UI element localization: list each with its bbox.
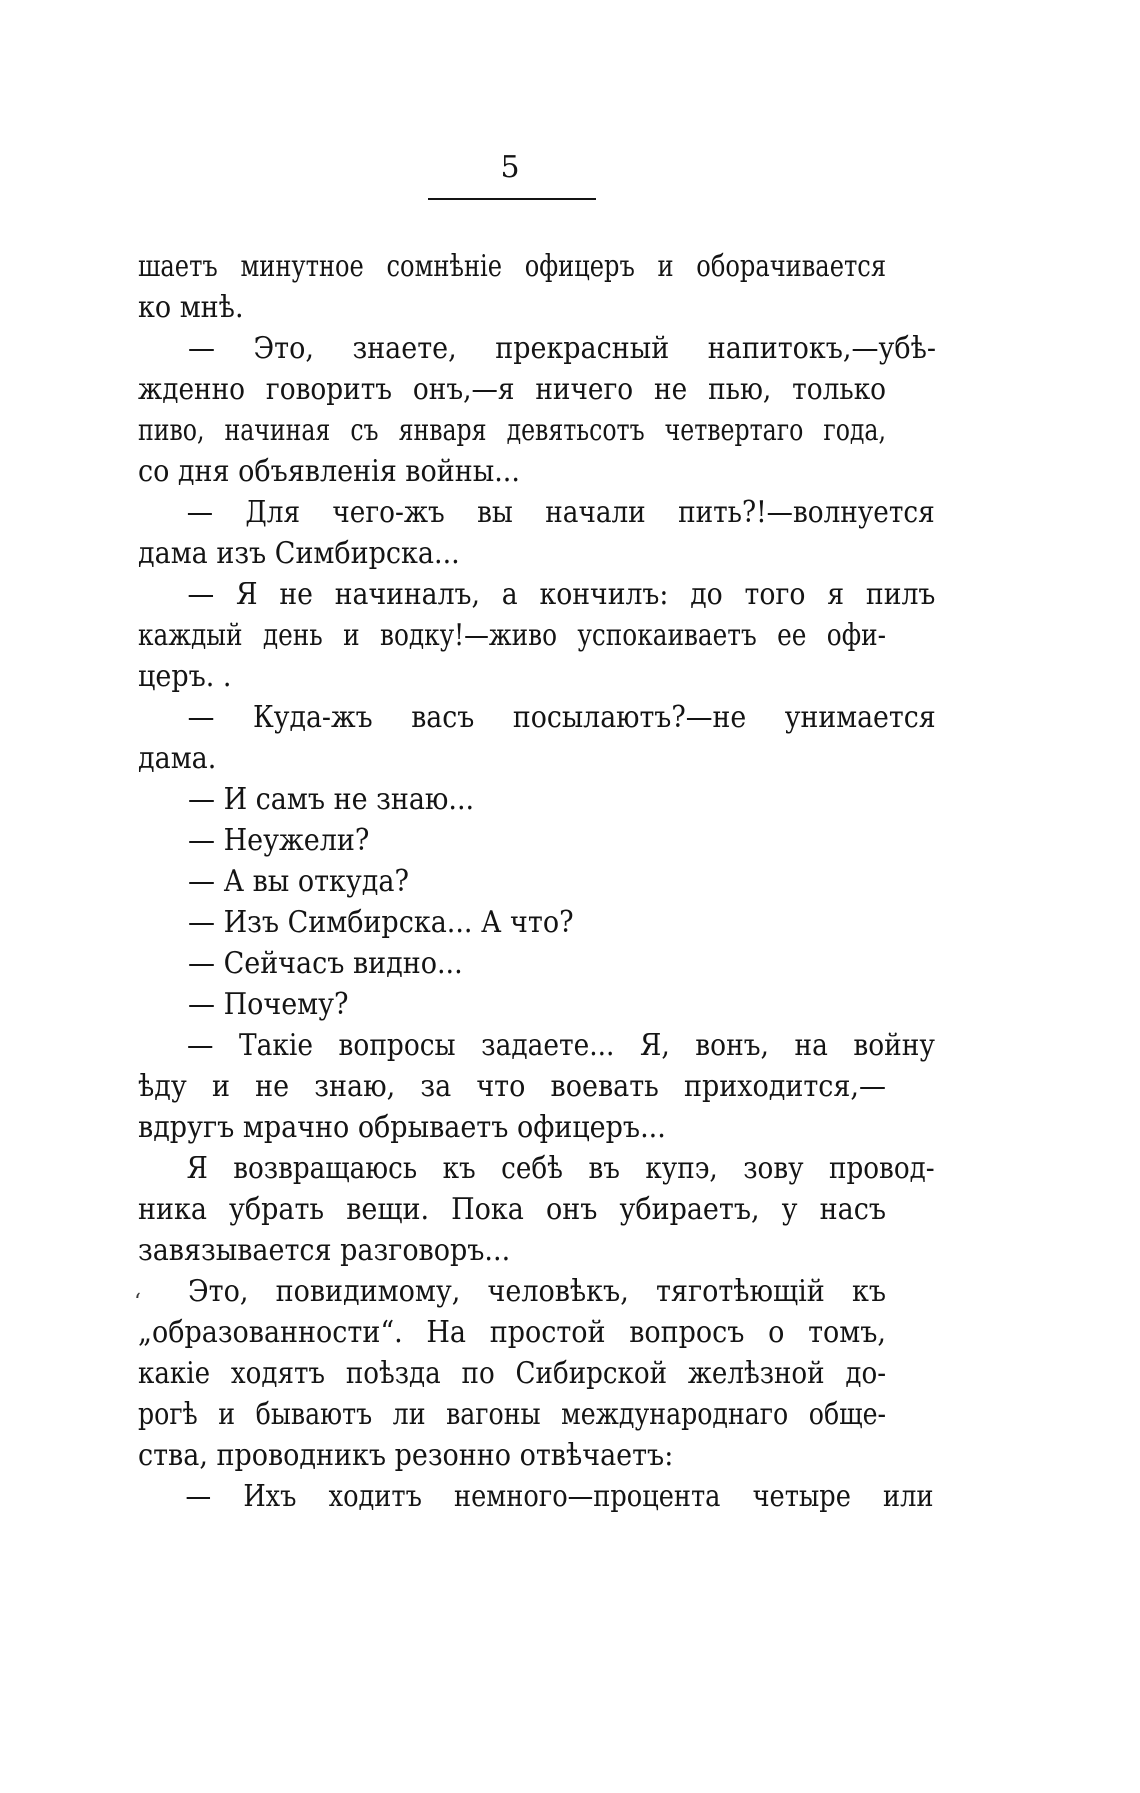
body-text	[138, 246, 936, 1517]
text-line: Я возвращаюсь къ себѣ въ купэ, зову провод-	[186, 1151, 935, 1186]
text-line: завязывается разговоръ...	[138, 1233, 511, 1268]
text-line: — Это, знаете, прекрасный напитокъ,—убѣ-	[187, 331, 936, 366]
text-line: жденно говоритъ онъ,—я ничего не пью, только	[138, 372, 887, 407]
text-line: вдругъ мрачно обрываетъ офицеръ...	[138, 1110, 666, 1145]
text-line: — Я не начиналъ, а кончилъ: до того я пилъ	[187, 577, 936, 612]
text-line: — Ихъ ходитъ немного—процента четыре или	[185, 1479, 934, 1514]
header-rule	[428, 198, 596, 200]
text-line: ко мнѣ.	[138, 290, 244, 325]
text-line: „образованности“. На простой вопросъ о томъ,	[138, 1315, 886, 1350]
text-line: ника убрать вещи. Пока онъ убираетъ, у насъ	[138, 1192, 886, 1227]
text-line: пиво, начиная съ января девятьсотъ четвертаго года,	[138, 413, 886, 448]
text-line: — И самъ не знаю...	[188, 782, 475, 817]
text-line: шаетъ минутное сомнѣніе офицеръ и оборачивается	[138, 249, 887, 284]
text-line: рогѣ и бываютъ ли вагоны международнаго обще-	[138, 1397, 887, 1432]
text-line: со дня объявленія войны...	[138, 454, 520, 489]
page-number: 5	[500, 150, 520, 185]
text-line: — Почему?	[188, 987, 349, 1022]
text-line: — Для чего-жъ вы начали пить?!—волнуется	[186, 495, 935, 530]
text-line: какіе ходятъ поѣзда по Сибирской желѣзной до-	[138, 1356, 887, 1391]
text-line: дама изъ Симбирска...	[138, 536, 460, 571]
text-line: церъ. .	[138, 659, 232, 694]
text-line: — Такіе вопросы задаете... Я, вонъ, на войну	[186, 1028, 935, 1063]
text-line: — А вы откуда?	[188, 864, 409, 899]
text-line: каждый день и водку!—живо успокаиваетъ ее офи-	[138, 618, 886, 653]
text-line: — Неужели?	[188, 823, 370, 858]
text-line: дама.	[138, 741, 217, 776]
stray-print-mark: ʻ	[134, 1290, 141, 1315]
text-line: ства, проводникъ резонно отвѣчаетъ:	[138, 1438, 674, 1473]
text-line: ѣду и не знаю, за что воевать приходится,—	[138, 1069, 886, 1104]
text-line: — Куда-жъ васъ посылаютъ?—не унимается	[187, 700, 936, 735]
text-line: Это, повидимому, человѣкъ, тяготѣющій къ	[188, 1274, 886, 1309]
text-line: — Сейчасъ видно...	[188, 946, 463, 981]
text-line: — Изъ Симбирска... А что?	[188, 905, 574, 940]
